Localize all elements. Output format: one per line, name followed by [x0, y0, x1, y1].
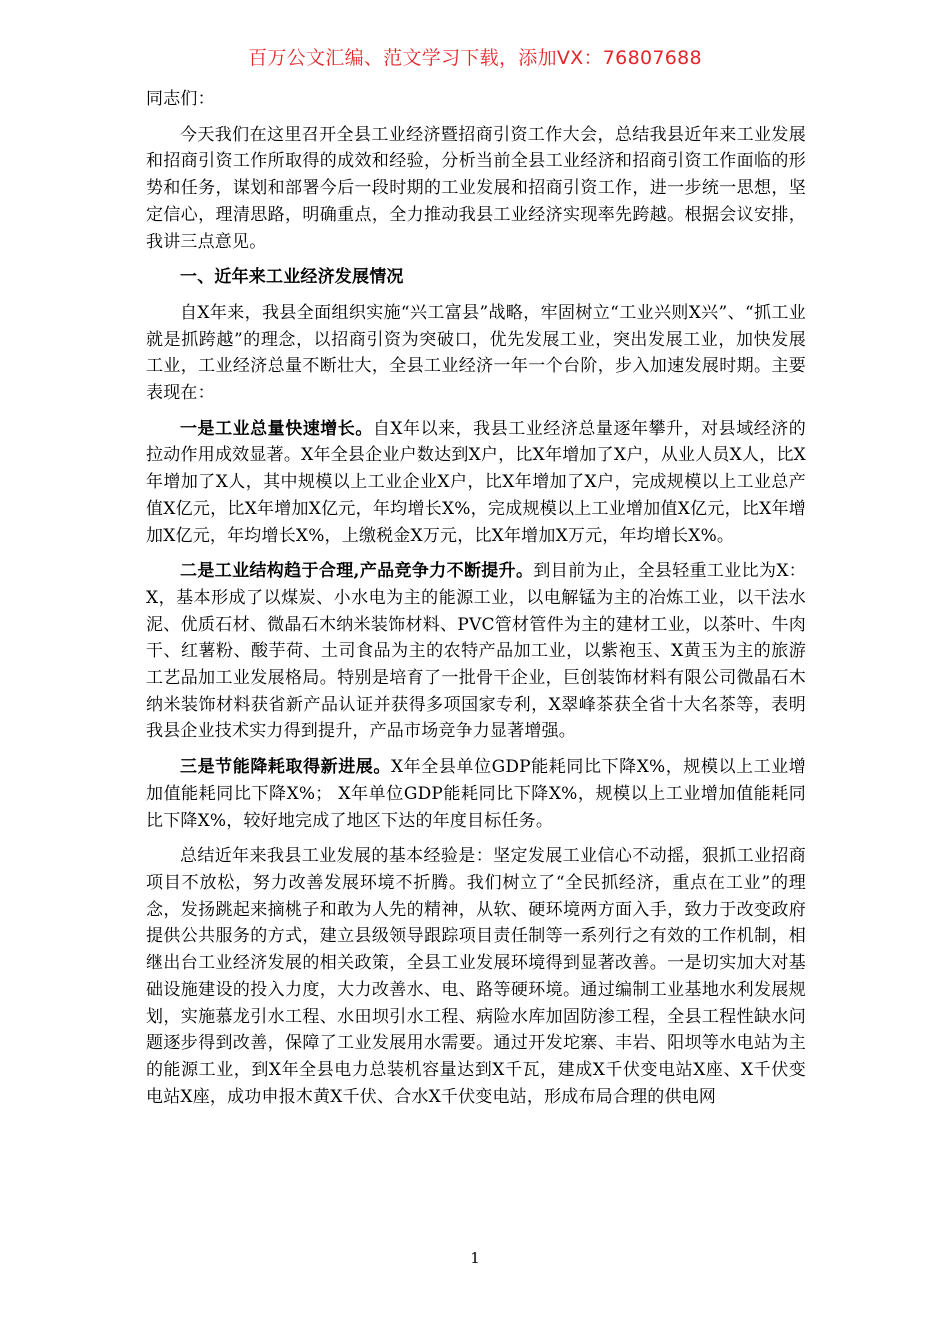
paragraph-experience [146, 843, 806, 1110]
paragraph-point-one [146, 416, 806, 550]
paragraph-text: 总结近年来我县工业发展的基本经验是：坚定发展工业信心不动摇，狠抓工业招商项目不放松，努力改善发展环境不折腾。我们树立了“全民抓经济，重点在工业”的理念，发扬跳起来摘桃子和敢为人先的精神，从软、硬环境两方面入手，致力于改变政府提供公共服务的方式，建立县级领导跟踪项目责任制等一系列行之有效的工作机制，相继出台工业经济发展的相关政策，全县工业发展环境得到显著改善。一是切实加大对基础设施建设的投入力度，大力改善水、电、路等硬环境。通过编制工业基地水利发展规划，实施慕龙引水工程、水田坝引水工程、病险水库加固防渗工程，全县工程性缺水问题逐步得到改善，保障了工业发展用水需要。通过开发坨寨、丰岩、阳坝等水电站为主的能源工业，到X年全县电力总装机容量达到X千瓦，建成X千伏变电站X座、X千伏变电站X座，成功申报木黄X千伏、合水X千伏变电站，形成布局合理的供电网 [146, 846, 806, 1107]
promo-banner: 百万公文汇编、范文学习下载，添加VX：76807688 [248, 47, 702, 69]
paragraph-lead: 三是节能降耗取得新进展。 [180, 757, 391, 778]
salutation: 同志们： [146, 89, 215, 109]
paragraph-text: 自X年以来，我县工业经济总量逐年攀升，对县域经济的拉动作用成效显著。X年全县企业户数达到X户，比X年增加了X户，从业人员X人，比X年增加了X人，其中规模以上工业企业X户，比X年增加了X户，完成规模以上工业总产值X亿元，比X年增加X亿元，年均增长X%，完成规模以上工业增加值X亿元，比X年增加X亿元，年均增长X%，上缴税金X万元，比X年增加X万元，年均增长X%。 [146, 418, 806, 546]
paragraph-text: 到目前为止，全县轻重工业比为X：X，基本形成了以煤炭、小水电为主的能源工业，以电解锰为主的冶炼工业，以干法水泥、优质石材、微晶石木纳米装饰材料、PVC管材管件为主的建材工业，以茶叶、牛肉干、红薯粉、酸芋荷、土司食品为主的农特产品加工业，以紫袍玉、X黄玉为主的旅游工艺品加工业发展格局。特别是培育了一批骨干企业，巨创装饰材料有限公司微晶石木纳米装饰材料获省新产品认证并获得多项国家专利，X翠峰茶获全省十大名茶等，表明我县企业技术实力得到提升，产品市场竞争力显著增强。 [146, 561, 806, 742]
paragraph-intro [146, 122, 806, 256]
paragraph-point-three [146, 754, 806, 834]
section-heading: 一、近年来工业经济发展情况 [180, 267, 404, 288]
paragraph-point-two [146, 558, 806, 745]
paragraph-text: X年全县单位GDP能耗同比下降X%，规模以上工业增加值能耗同比下降X%； X年单位GDP能耗同比下降X%，规模以上工业增加值能耗同比下降X%，较好地完成了地区下达的年度目标任务。 [146, 757, 806, 831]
paragraph-lead: 一是工业总量快速增长。 [180, 418, 373, 439]
document-body [146, 86, 806, 1110]
paragraph-text: 今天我们在这里召开全县工业经济暨招商引资工作大会，总结我县近年来工业发展和招商引资工作所取得的成效和经验，分析当前全县工业经济和招商引资工作面临的形势和任务，谋划和部署今后一段时期的工业发展和招商引资工作，进一步统一思想，坚定信心，理清思路，明确重点，全力推动我县工业经济实现率先跨越。根据会议安排，我讲三点意见。 [146, 124, 806, 252]
paragraph-text: 自X年来，我县全面组织实施“兴工富县”战略，牢固树立“工业兴则X兴”、“抓工业就是抓跨越”的理念，以招商引资为突破口，优先发展工业，突出发展工业，加快发展工业，工业经济总量不断壮大，全县工业经济一年一个台阶，步入加速发展时期。主要表现在： [146, 302, 806, 404]
paragraph-overview [146, 300, 806, 407]
paragraph-lead: 二是工业结构趋于合理,产品竞争力不断提升。 [180, 561, 534, 582]
page-number: 1 [470, 1249, 480, 1267]
